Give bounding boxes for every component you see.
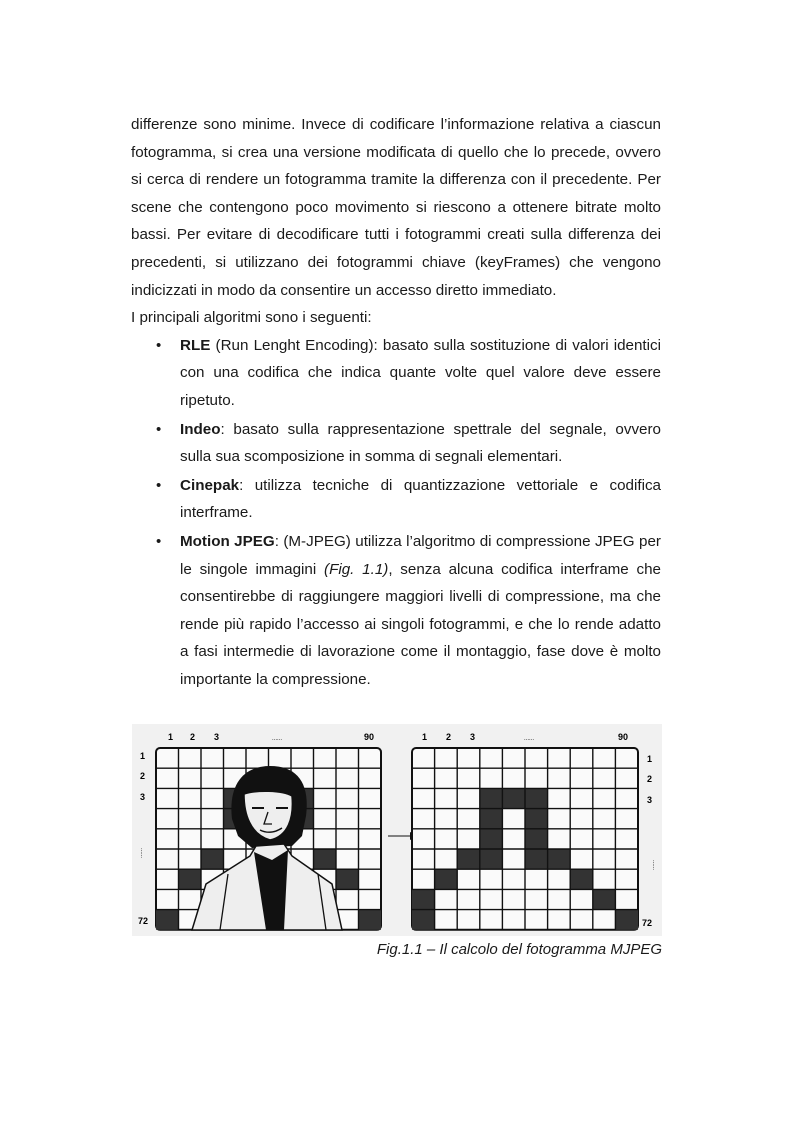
left-row-label-72: 72 <box>138 916 149 926</box>
dark-block <box>525 829 548 849</box>
right-col-label-2: 2 <box>446 732 452 742</box>
dark-block <box>570 869 593 889</box>
right-row-ellipsis-wrap <box>650 860 656 870</box>
body-text <box>131 111 661 693</box>
dark-block <box>525 809 548 829</box>
left-row-label-3: 3 <box>140 792 146 802</box>
list-item-motion-jpeg <box>131 528 661 694</box>
dark-block <box>336 869 359 889</box>
dark-block <box>359 910 382 930</box>
bullet-icon: • <box>156 336 162 354</box>
dark-block <box>502 788 525 808</box>
left-row-label-2: 2 <box>140 771 146 781</box>
dark-block <box>525 788 548 808</box>
left-col-label-1: 1 <box>168 732 174 742</box>
right-col-label-90: 90 <box>618 732 629 742</box>
term-motion-jpeg: Motion JPEG <box>180 532 275 550</box>
dark-block <box>156 910 179 930</box>
right-frame-grid <box>412 732 656 930</box>
list-item-indeo <box>131 416 661 471</box>
dark-block <box>457 849 480 869</box>
dark-block <box>480 829 503 849</box>
figure-illustration <box>132 724 662 936</box>
term-indeo: Indeo <box>180 420 221 438</box>
bullet-icon: • <box>156 532 162 550</box>
right-row-label-3: 3 <box>647 795 653 805</box>
dark-block <box>314 849 337 869</box>
dark-block <box>615 910 638 930</box>
desc-motion-jpeg-b: , senza alcuna codifica interframe che consentirebbe di raggiungere maggiori livelli di compressione, ma che rende più rapido l’accesso ai singoli fotogrammi, e che lo rende adatto a fasi intermedie di lavorazione come il montaggio, fase dove è molto importante la compressione. <box>180 560 662 688</box>
right-row-ellipsis: ...... <box>650 859 656 870</box>
term-cinepak: Cinepak <box>180 476 240 494</box>
bullet-icon: • <box>156 420 162 438</box>
dark-block <box>480 849 503 869</box>
list-item-cinepak <box>131 472 661 527</box>
dark-block <box>179 869 202 889</box>
dark-block <box>480 809 503 829</box>
right-col-label-1: 1 <box>422 732 428 742</box>
left-row-label-1: 1 <box>140 751 146 761</box>
left-col-ellipsis: ...... <box>272 736 283 742</box>
desc-rle: (Run Lenght Encoding): basato sulla sostituzione di valori identici con una codifica che indica quante volte quel valore deve essere ripetuto. <box>180 336 661 409</box>
dark-block <box>480 788 503 808</box>
dark-block <box>201 849 224 869</box>
desc-indeo: : basato sulla rappresentazione spettrale del segnale, ovvero sulla sua scomposizione in somma di segnali elementari. <box>180 420 661 466</box>
figure-mjpeg <box>132 724 662 936</box>
dark-block <box>412 910 435 930</box>
left-row-ellipsis-wrap <box>138 848 144 858</box>
dark-block <box>548 849 571 869</box>
right-row-label-72: 72 <box>642 918 653 928</box>
desc-motion-jpeg-a: : (M-JPEG) utilizza l’algoritmo di compressione JPEG per le singole immagini <box>180 532 661 578</box>
bullet-icon: • <box>156 476 162 494</box>
left-col-label-2: 2 <box>190 732 196 742</box>
right-col-label-3: 3 <box>470 732 476 742</box>
figure-reference: (Fig. 1.1) <box>324 560 389 578</box>
left-col-label-3: 3 <box>214 732 220 742</box>
paragraph-keyframes: differenze sono minime. Invece di codificare l’informazione relativa a ciascun fotogramma, si crea una versione modificata di quello che lo precede, ovvero si cerca di rendere un fotogramma tramite la differenza con il precedente. Per scene che contengono poco movimento si riescono a ottenere bitrate molto bassi. Per evitare di decodificare tutti i fotogrammi creati sulla differenza dei precedenti, si utilizzano dei fotogrammi chiave (keyFrames) che vengono indicizzati in modo da consentire un accesso diretto immediato. <box>131 116 661 299</box>
figure-caption: Fig.1.1 – Il calcolo del fotogramma MJPEG <box>376 941 662 958</box>
list-item-rle <box>131 332 661 415</box>
right-row-label-2: 2 <box>647 774 653 784</box>
dark-block <box>412 889 435 909</box>
right-col-ellipsis: ...... <box>524 736 535 742</box>
left-col-label-90: 90 <box>364 732 375 742</box>
dark-block <box>525 849 548 869</box>
left-frame-grid <box>138 732 381 930</box>
dark-block <box>435 869 458 889</box>
dark-block <box>593 889 616 909</box>
term-rle: RLE <box>180 336 211 354</box>
right-row-label-1: 1 <box>647 754 653 764</box>
algorithms-list <box>131 332 661 694</box>
algorithms-intro: I principali algoritmi sono i seguenti: <box>131 309 372 327</box>
desc-cinepak: : utilizza tecniche di quantizzazione vettoriale e codifica interframe. <box>180 476 661 522</box>
left-row-ellipsis: ...... <box>138 847 144 858</box>
